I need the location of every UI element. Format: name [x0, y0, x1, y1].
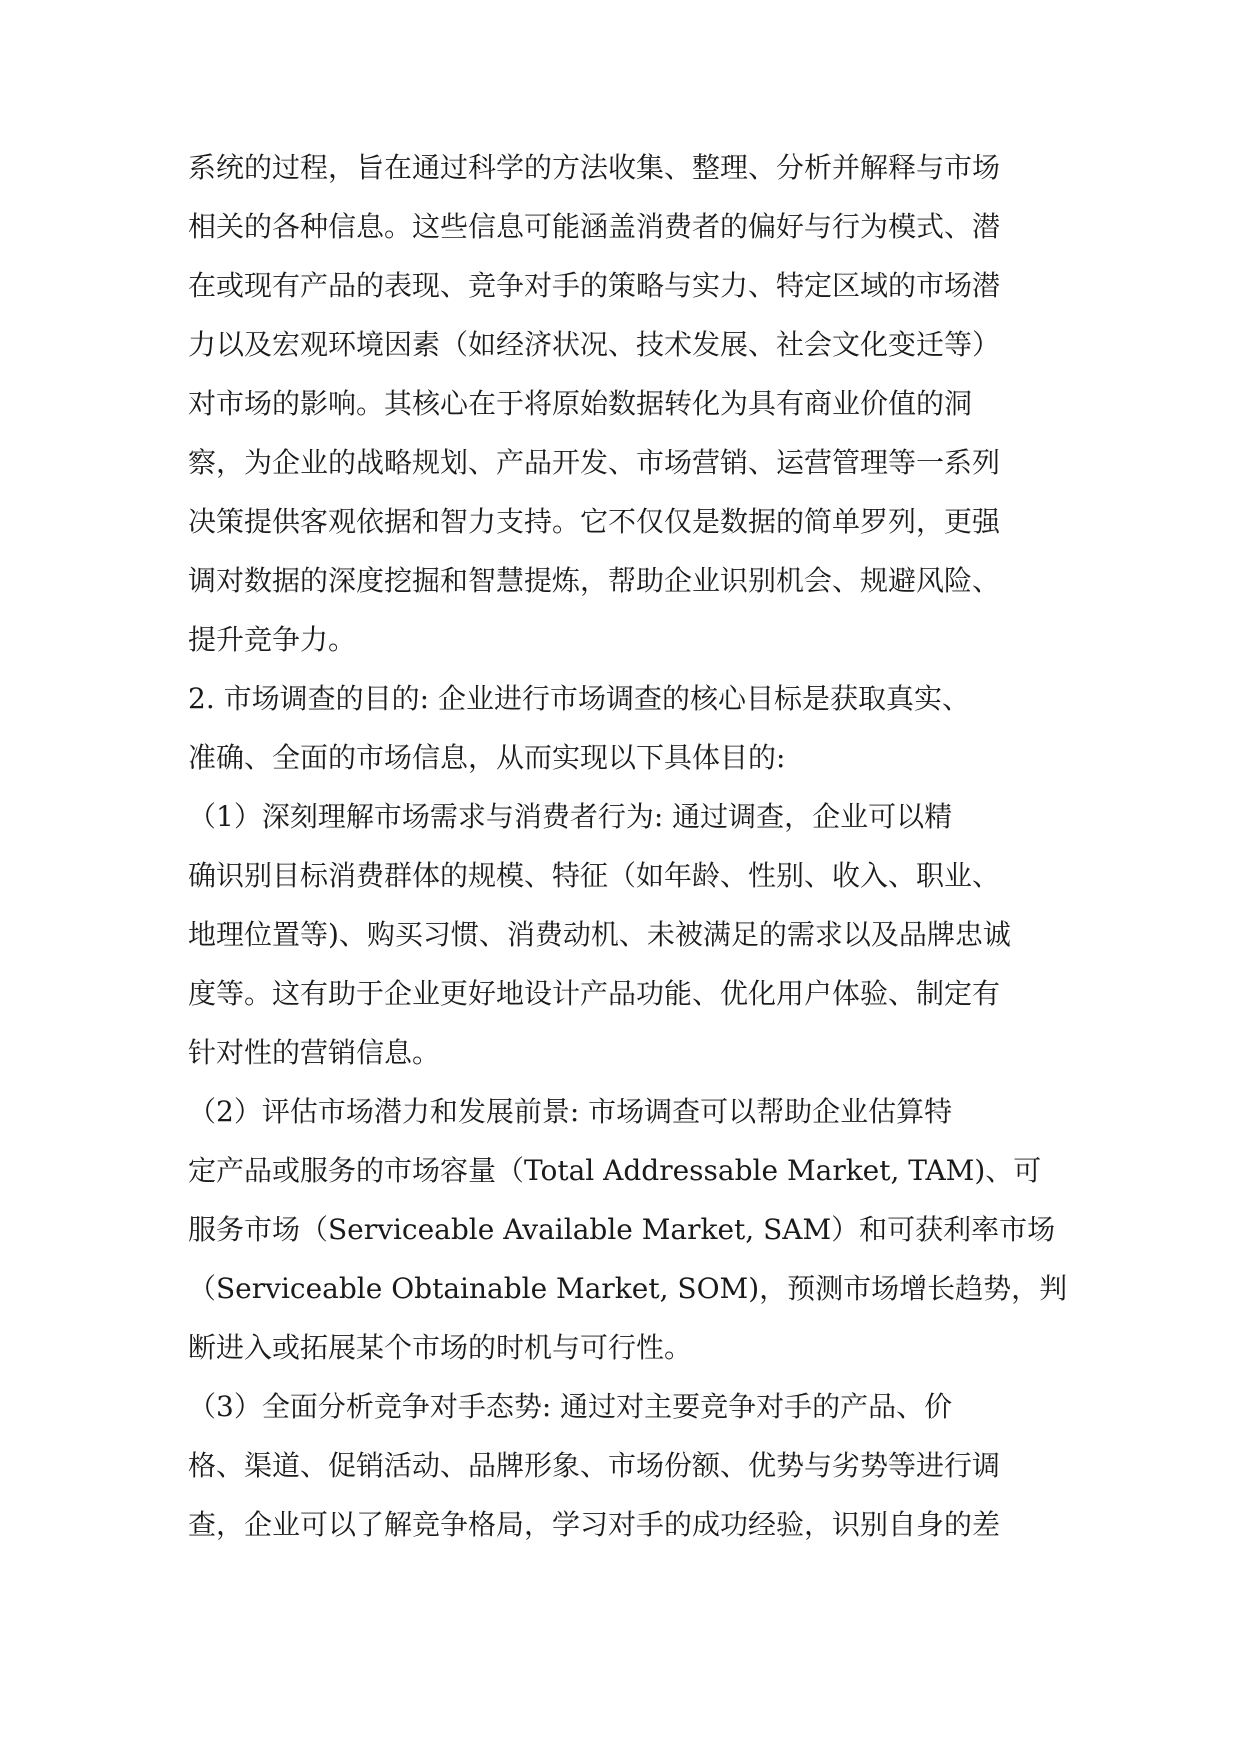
section-heading: 2. 市场调查的目的: 企业进行市场调查的核心目标是获取真实、: [188, 682, 970, 715]
text-line: 服务市场（Serviceable Available Market, SAM）和可获利率市场: [188, 1213, 1056, 1246]
text-line: 确识别目标消费群体的规模、特征（如年龄、性别、收入、职业、: [188, 859, 1001, 892]
text-line: 系统的过程，旨在通过科学的方法收集、整理、分析并解释与市场: [188, 151, 1001, 184]
text-line: （Serviceable Obtainable Market, SOM)，预测市场增长趋势，判: [188, 1272, 1068, 1305]
text-line: 察，为企业的战略规划、产品开发、市场营销、运营管理等一系列: [188, 446, 1001, 479]
text-line: 定产品或服务的市场容量（Total Addressable Market, TAM)、可: [188, 1154, 1042, 1187]
list-item-heading: （2）评估市场潜力和发展前景: 市场调查可以帮助企业估算特: [188, 1095, 953, 1128]
text-line: 地理位置等)、购买习惯、消费动机、未被满足的需求以及品牌忠诚: [188, 918, 1011, 951]
text-line: 断进入或拓展某个市场的时机与可行性。: [188, 1331, 693, 1364]
list-item-heading: （1）深刻理解市场需求与消费者行为: 通过调查，企业可以精: [188, 800, 953, 833]
text-line: 准确、全面的市场信息，从而实现以下具体目的:: [188, 741, 786, 774]
text-line: 决策提供客观依据和智力支持。它不仅仅是数据的简单罗列，更强: [188, 505, 1001, 538]
text-line: 针对性的营销信息。: [188, 1036, 441, 1069]
text-line: 调对数据的深度挖掘和智慧提炼，帮助企业识别机会、规避风险、: [188, 564, 1001, 597]
text-line: 格、渠道、促销活动、品牌形象、市场份额、优势与劣势等进行调: [188, 1449, 1001, 1482]
text-line: 查，企业可以了解竞争格局，学习对手的成功经验，识别自身的差: [188, 1508, 1001, 1541]
text-line: 对市场的影响。其核心在于将原始数据转化为具有商业价值的洞: [188, 387, 973, 420]
list-item-heading: （3）全面分析竞争对手态势: 通过对主要竞争对手的产品、价: [188, 1390, 953, 1423]
text-line: 在或现有产品的表现、竞争对手的策略与实力、特定区域的市场潜: [188, 269, 1001, 302]
text-line: 力以及宏观环境因素（如经济状况、技术发展、社会文化变迁等）: [188, 328, 1001, 361]
text-line: 相关的各种信息。这些信息可能涵盖消费者的偏好与行为模式、潜: [188, 210, 1001, 243]
text-line: 度等。这有助于企业更好地设计产品功能、优化用户体验、制定有: [188, 977, 1001, 1010]
text-line: 提升竞争力。: [188, 623, 357, 656]
